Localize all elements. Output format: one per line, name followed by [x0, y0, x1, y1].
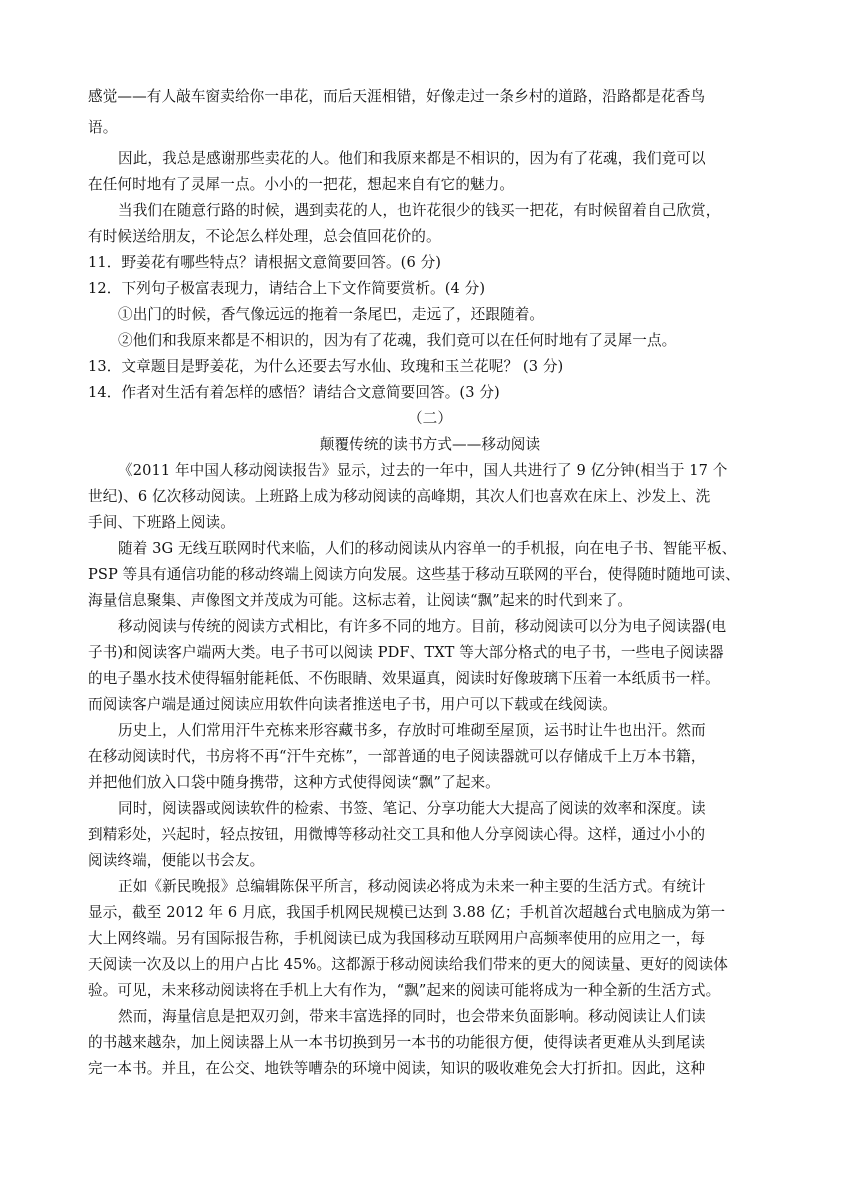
text-line: 验。可见，未来移动阅读将在手机上大有作为，“飘”起来的阅读可能将成为一种全新的生活方式。 [88, 982, 721, 999]
text-line: 在移动阅读时代，书房将不再“汗牛充栋”，一部普通的电子阅读器就可以存储成千上万本书籍， [88, 748, 706, 765]
text-line: 阅读终端，便能以书会友。 [88, 852, 265, 869]
text-line: 显示，截至 2012 年 6 月底，我国手机网民规模已达到 3.88 亿；手机首次超越台式电脑成为第一 [88, 904, 726, 921]
text-line: 同时，阅读器或阅读软件的检索、书签、笔记、分享功能大大提高了阅读的效率和深度。读 [118, 800, 706, 817]
question-14: 14．作者对生活有着怎样的感悟？请结合文意简要回答。(3 分) [88, 384, 500, 401]
text-line: 天阅读一次及以上的用户占比 45%。这都源于移动阅读给我们带来的更大的阅读量、更好的阅读体 [88, 956, 728, 973]
text-line: 《2011 年中国人移动阅读报告》显示，过去的一年中，国人共进行了 9 亿分钟(相当于 17 个 [118, 462, 728, 479]
sentence-1: ①出门的时候，香气像远远的拖着一条尾巴，走远了，还跟随着。 [118, 306, 545, 323]
question-11: 11．野姜花有哪些特点？请根据文意简要回答。(6 分) [88, 254, 442, 271]
text-line: 大上网终端。另有国际报告称，手机阅读已成为我国移动互联网用户高频率使用的应用之一，每 [88, 930, 706, 947]
text-line: 然而，海量信息是把双刃剑，带来丰富选择的同时，也会带来负面影响。移动阅读让人们读 [118, 1008, 706, 1025]
text-line: 语。 [88, 119, 118, 136]
sentence-2: ②他们和我原来都是不相识的，因为有了花魂，我们竟可以在任何时地有了灵犀一点。 [118, 332, 677, 349]
text-line: 的书越来越杂，加上阅读器上从一本书切换到另一本书的功能很方便，使得读者更难从头到尾读 [88, 1034, 706, 1051]
section-number: （二） [407, 410, 453, 427]
question-12: 12．下列句子极富表现力，请结合上下文作简要赏析。(4 分) [88, 280, 486, 297]
text-line: 有时候送给朋友，不论怎么样处理，总会值回花价的。 [88, 228, 441, 245]
text-line: 历史上，人们常用汗牛充栋来形容藏书多，存放时可堆砌至屋顶，运书时让牛也出汗。然而 [118, 722, 706, 739]
question-13: 13．文章题目是野姜花，为什么还要去写水仙、玫瑰和玉兰花呢？ (3 分) [88, 358, 564, 375]
text-line: 随着 3G 无线互联网时代来临，人们的移动阅读从内容单一的手机报，向在电子书、智能平板、 [118, 540, 737, 557]
text-line: 而阅读客户端是通过阅读应用软件向读者推送电子书，用户可以下载或在线阅读。 [88, 696, 617, 713]
text-line: 移动阅读与传统的阅读方式相比，有许多不同的地方。目前，移动阅读可以分为电子阅读器(电 [118, 618, 727, 635]
text-line: 因此，我总是感谢那些卖花的人。他们和我原来都是不相识的，因为有了花魂，我们竟可以 [118, 150, 706, 167]
text-line: 正如《新民晚报》总编辑陈保平所言，移动阅读必将成为未来一种主要的生活方式。有统计 [118, 878, 706, 895]
text-line: 并把他们放入口袋中随身携带，这种方式使得阅读“飘”了起来。 [88, 774, 500, 791]
text-line: 当我们在随意行路的时候，遇到卖花的人，也许花很少的钱买一把花，有时候留着自己欣赏， [118, 202, 721, 219]
article-title: 颠覆传统的读书方式——移动阅读 [319, 436, 541, 453]
text-line: 完一本书。并且，在公交、地铁等嘈杂的环境中阅读，知识的吸收难免会大打折扣。因此，这种 [88, 1060, 706, 1077]
text-line: 感觉——有人敲车窗卖给你一串花，而后天涯相错，好像走过一条乡村的道路，沿路都是花香鸟 [88, 88, 706, 105]
text-line: 世纪)、6 亿次移动阅读。上班路上成为移动阅读的高峰期，其次人们也喜欢在床上、沙发上、洗 [88, 488, 711, 505]
text-line: 的电子墨水技术使得辐射能耗低、不伤眼睛、效果逼真，阅读时好像玻璃下压着一本纸质书一样。 [88, 670, 720, 687]
text-line: 在任何时地有了灵犀一点。小小的一把花，想起来自有它的魅力。 [88, 176, 515, 193]
text-line: 子书)和阅读客户端两大类。电子书可以阅读 PDF、TXT 等大部分格式的电子书，一些电子阅读器 [88, 644, 724, 661]
text-line: 到精彩处，兴起时，轻点按钮，用微博等移动社交工具和他人分享阅读心得。这样，通过小小的 [88, 826, 706, 843]
text-line: PSP 等具有通信功能的移动终端上阅读方向发展。这些基于移动互联网的平台，使得随时随地可读、 [88, 566, 740, 583]
text-line: 手间、下班路上阅读。 [88, 514, 235, 531]
text-line: 海量信息聚集、声像图文并茂成为可能。这标志着，让阅读“飘”起来的时代到来了。 [88, 592, 633, 609]
